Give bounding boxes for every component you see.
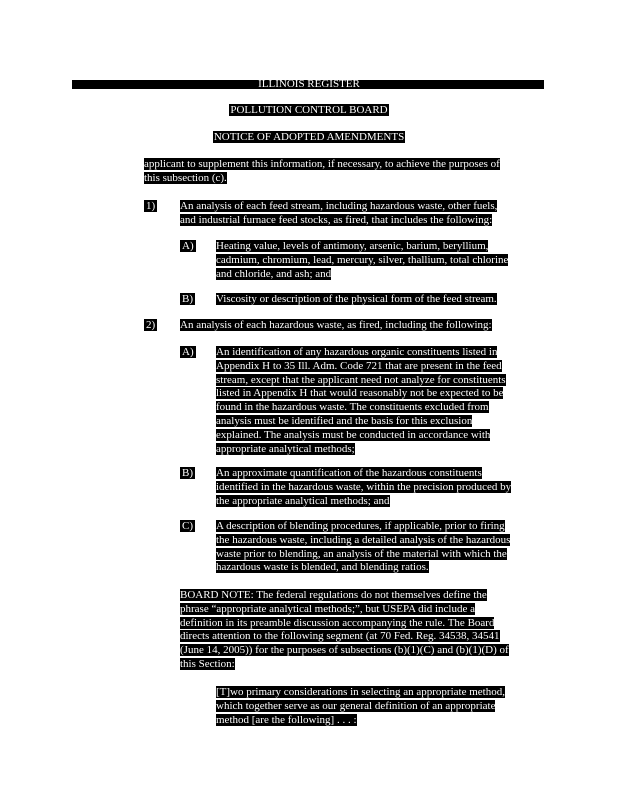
quotation bbox=[216, 686, 505, 727]
text-line: listed in Appendix H that would reasonably not be expected to be bbox=[216, 387, 504, 400]
text-line: and industrial furnace feed stocks, as fired, that includes the following: bbox=[180, 213, 493, 226]
text-line: BOARD NOTE: The federal regulations do not themselves define the bbox=[180, 589, 487, 601]
item-1a-text bbox=[216, 240, 508, 281]
text-line: this Section: bbox=[180, 657, 235, 670]
text-line: Heating value, levels of antimony, arsenic, barium, beryllium, bbox=[216, 240, 489, 252]
item-2a-text bbox=[216, 346, 506, 456]
text-line: directs attention to the following segment (at 70 Fed. Reg. 34538, 34541 bbox=[180, 630, 500, 643]
text-line: Viscosity or description of the physical form of the feed stream. bbox=[216, 293, 497, 305]
intro-paragraph bbox=[144, 158, 500, 186]
item-2-marker: 2) bbox=[146, 319, 156, 331]
text-line: An analysis of each feed stream, including hazardous waste, other fuels, bbox=[180, 200, 498, 212]
item-2b-marker: B) bbox=[182, 467, 193, 479]
text-line: waste prior to blending, an analysis of the material with which the bbox=[216, 547, 507, 560]
text-line: A description of blending procedures, if applicable, prior to firing bbox=[216, 520, 505, 532]
text-line: and chloride, and ash; and bbox=[216, 267, 332, 280]
board-title: POLLUTION CONTROL BOARD bbox=[230, 104, 388, 116]
text-line: the appropriate analytical methods; and bbox=[216, 494, 390, 507]
item-1b-marker: B) bbox=[182, 293, 193, 305]
text-line: An analysis of each hazardous waste, as fired, including the following: bbox=[180, 319, 492, 331]
board-note bbox=[180, 589, 509, 672]
text-line: applicant to supplement this information, if necessary, to achieve the purposes of bbox=[144, 158, 500, 170]
item-2a-marker: A) bbox=[182, 346, 194, 358]
item-1-text bbox=[180, 200, 497, 228]
item-2c-marker: C) bbox=[182, 520, 193, 532]
item-2-text bbox=[180, 319, 492, 333]
text-line: An identification of any hazardous organic constituents listed in bbox=[216, 346, 498, 358]
text-line: analysis must be identified and the basis for this exclusion bbox=[216, 414, 473, 427]
text-line: definition in its preamble discussion accompanying the rule. The Board bbox=[180, 616, 495, 629]
register-title: ILLINOIS REGISTER bbox=[258, 78, 360, 90]
text-line: [T]wo primary considerations in selecting an appropriate method, bbox=[216, 686, 505, 698]
text-line: appropriate analytical methods; bbox=[216, 442, 355, 455]
text-line: which together serve as our general definition of an appropriate bbox=[216, 699, 496, 712]
text-line: An approximate quantification of the hazardous constituents bbox=[216, 467, 482, 479]
text-line: identified in the hazardous waste, within the precision produced by bbox=[216, 480, 512, 493]
text-line: stream, except that the applicant need not analyze for constituents bbox=[216, 373, 506, 386]
text-line: this subsection (c). bbox=[144, 171, 227, 184]
text-line: found in the hazardous waste. The constituents excluded from bbox=[216, 401, 489, 414]
item-2b-text bbox=[216, 467, 511, 508]
text-line: the hazardous waste, including a detailed analysis of the hazardous bbox=[216, 533, 511, 546]
item-1b-text bbox=[216, 293, 497, 307]
item-2c-text bbox=[216, 520, 510, 575]
text-line: (June 14, 2005)) for the purposes of subsections (b)(1)(C) and (b)(1)(D) of bbox=[180, 644, 509, 657]
text-line: phrase “appropriate analytical methods;”, but USEPA did include a bbox=[180, 602, 475, 615]
text-line: method [are the following] . . . : bbox=[216, 713, 357, 726]
text-line: explained. The analysis must be conducted in accordance with bbox=[216, 428, 491, 441]
text-line: hazardous waste is blended, and blending ratios. bbox=[216, 561, 429, 574]
notice-title: NOTICE OF ADOPTED AMENDMENTS bbox=[213, 131, 405, 143]
text-line: Appendix H to 35 Ill. Adm. Code 721 that are present in the feed bbox=[216, 359, 502, 372]
item-1-marker: 1) bbox=[146, 200, 156, 212]
item-1a-marker: A) bbox=[182, 240, 194, 252]
text-line: cadmium, chromium, lead, mercury, silver, thallium, total chlorine bbox=[216, 253, 509, 266]
